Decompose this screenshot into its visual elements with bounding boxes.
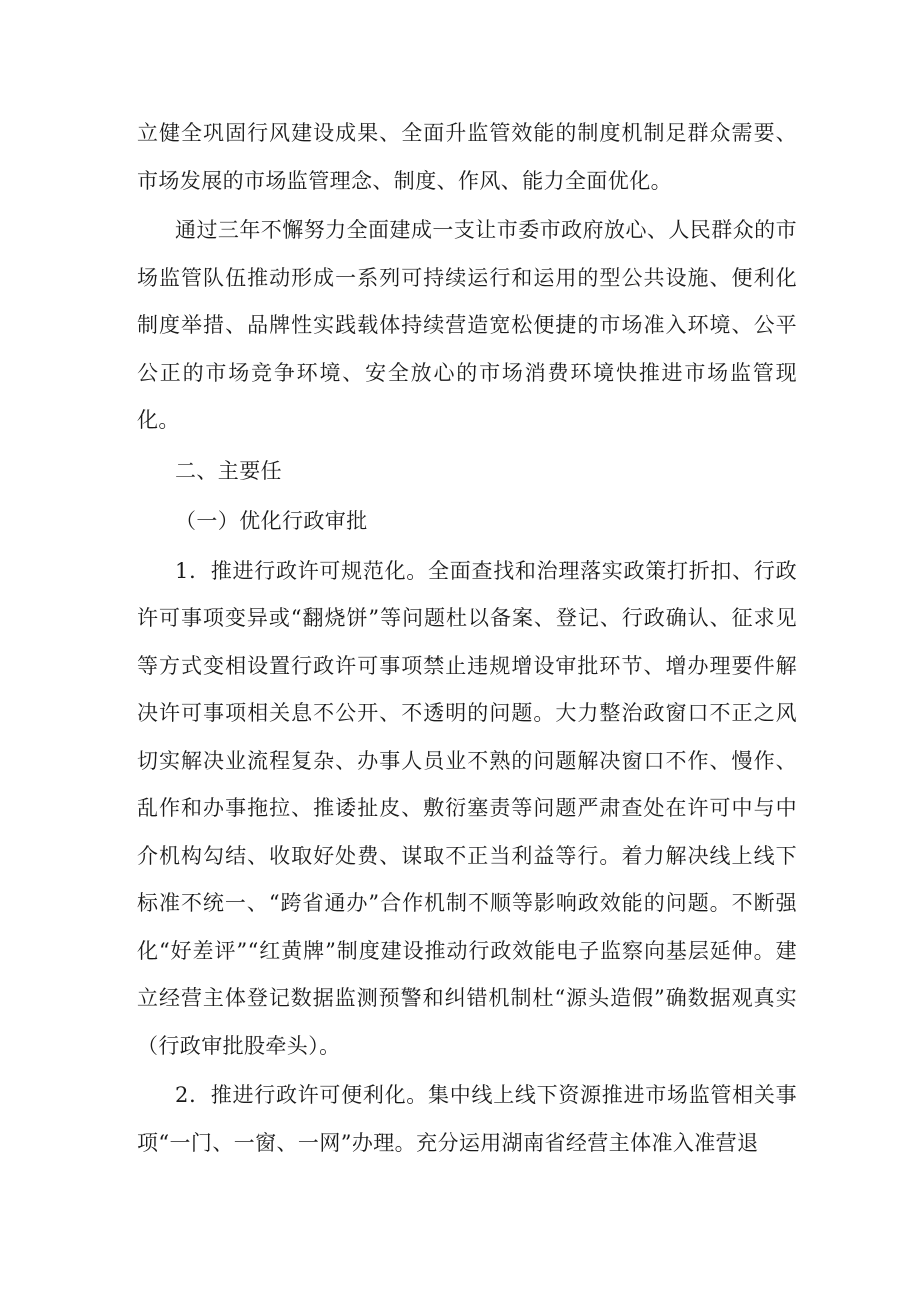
section-heading: 二、主要任 — [175, 458, 282, 483]
paragraph-item-1: 1．推进行政许可规范化。全面查找和治理落实政策打折扣、行政许可事项变异或“翻烧饼”等问题杜以备案、登记、行政确认、征求见等方式变相设置行政许可事项禁止违规增设审批环节、增办理要件解决许可事项相关息不公开、不透明的问题。大力整治政窗口不正之风切实解决业流程复杂、办事人员业不熟的问题解决窗口不作、慢作、乱作和办事拖拉、推诿扯皮、敷衍塞责等问题严肃查处在许可中与中介机构勾结、收取好处费、谋取不正当利益等行。着力解决线上线下标准不统一、“跨省通办”合作机制不顺等影响政效能的问题。不断强化“好差评”“红黄牌”制度建设推动行政效能电子监察向基层延伸。建立经营主体登记数据监测预警和纠错机制杜“源头造假”确数据观真实（行政审批股牵头）。 — [137, 558, 797, 1058]
paragraph-goal: 通过三年不懈努力全面建成一支让市委市政府放心、人民群众的市场监管队伍推动形成一系列可持续运行和运用的型公共设施、便利化制度举措、品牌性实践载体持续营造宽松便捷的市场准入环境、公平公正的市场竞争环境、安全放心的市场消费环境快推进市场监管现化。 — [137, 218, 797, 432]
subsection-heading: （一）优化行政审批 — [175, 509, 368, 533]
paragraph-continuation: 立健全巩固行风建设成果、全面升监管效能的制度机制足群众需要、市场发展的市场监管理念、制度、作风、能力全面优化。 — [137, 121, 797, 193]
paragraph-item-2: 2．推进行政许可便利化。集中线上线下资源推进市场监管相关事项“一门、一窗、一网”办理。充分运用湖南省经营主体准入准营退 — [137, 1083, 797, 1155]
document-body — [137, 110, 797, 1167]
